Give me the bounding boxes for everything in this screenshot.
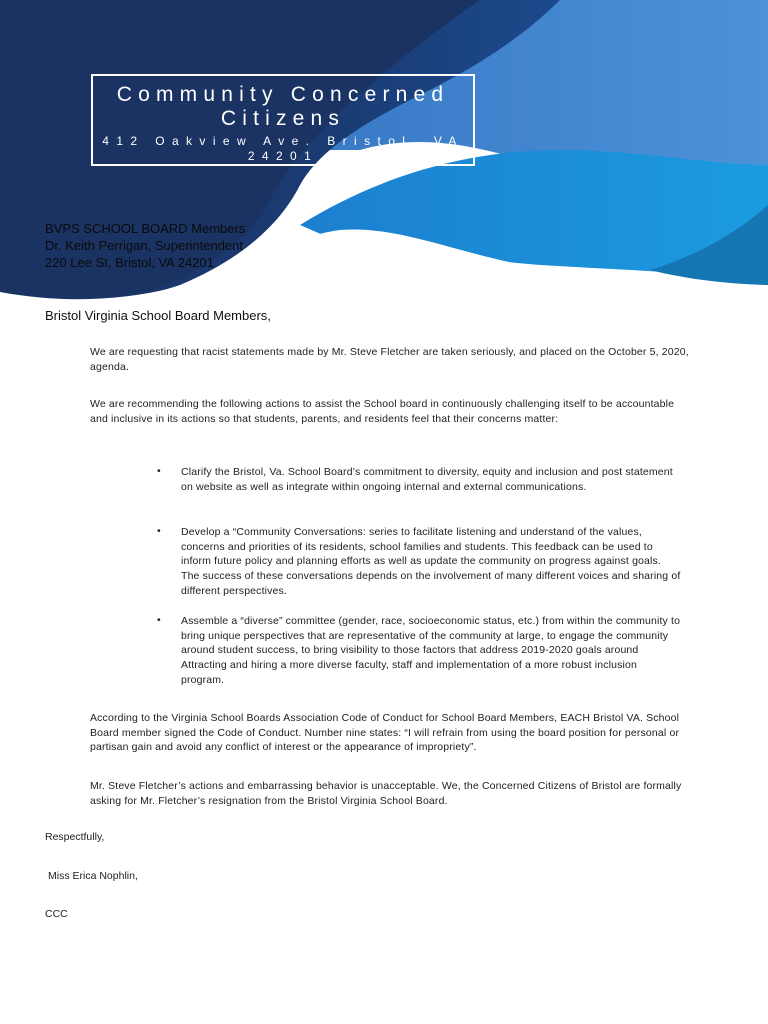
paragraph-resignation: Mr. Steve Fletcher’s actions and embarrassing behavior is unacceptable. We, the Concerned Citizens of Bristol are formally asking for Mr. Fletcher’s resignation from the Bristol Virginia School Board. [90,780,682,807]
org-address-line1: 412 Oakview Ave. Bristol, VA [102,134,464,148]
recipient-block [45,220,245,271]
paragraph-recommend: We are recommending the following actions to assist the School board in continuously challenging itself to be accountable and inclusive in its actions so that students, parents, and residents feel that their concerns matter: [90,398,675,425]
valediction: Respectfully, [45,831,105,843]
bullet-item-assemble: Assemble a “diverse” committee (gender, race, socioeconomic status, etc.) from within the community to bring unique perspectives that are representative of the community at large, to engage the community around student success, to bring visibility to those factors that address 2019-2020 goals around Attracting and hiring a more diverse faculty, staff and implementation of a more robust inclusion program. [181,615,681,686]
bullet-item-develop: Develop a “Community Conversations: series to facilitate listening and understand of the values, concerns and priorities of its residents, school families and students. This feedback can be used to inform future policy and planning efforts as well as update the community on progress against goals. The success of these conversations depends on the involvement of many different voices and sharing of different perspectives. [181,526,681,597]
salutation: Bristol Virginia School Board Members, [45,308,271,323]
org-name-line1: Community Concerned [116,83,450,106]
recipient-line1: BVPS SCHOOL BOARD Members [45,221,246,236]
bullet-item-clarify: Clarify the Bristol, Va. School Board’s commitment to diversity, equity and inclusion and post statement on website as well as integrate within ongoing internal and external communications. [181,466,673,493]
header-wave-graphic [0,0,768,340]
recipient-address: 220 Lee St, Bristol, VA 24201 [45,255,214,270]
recipient-line2: Dr. Keith Perrigan, Superintendent [45,238,244,253]
paragraph-request: We are requesting that racist statements made by Mr. Steve Fletcher are taken seriously, and placed on the October 5, 2020, agenda. [90,346,689,373]
bullet-marker: • [157,614,161,626]
bullet-marker: • [157,465,161,477]
paragraph-code-of-conduct: According to the Virginia School Boards Association Code of Conduct for School Board Members, EACH Bristol VA. School Board member signed the Code of Conduct. Number nine states: “I will refrain from using the board position for personal or partisan gain and avoid any conflict of interest or the appearance of impropriety”. [90,712,680,754]
org-address-line2: 24201 [247,149,319,163]
cc-line: CCC [45,908,68,920]
signer-name: Miss Erica Nophlin, [48,870,138,882]
org-title-box [91,74,475,166]
org-name-line2: Citizens [220,107,346,130]
bullet-marker: • [157,525,161,537]
